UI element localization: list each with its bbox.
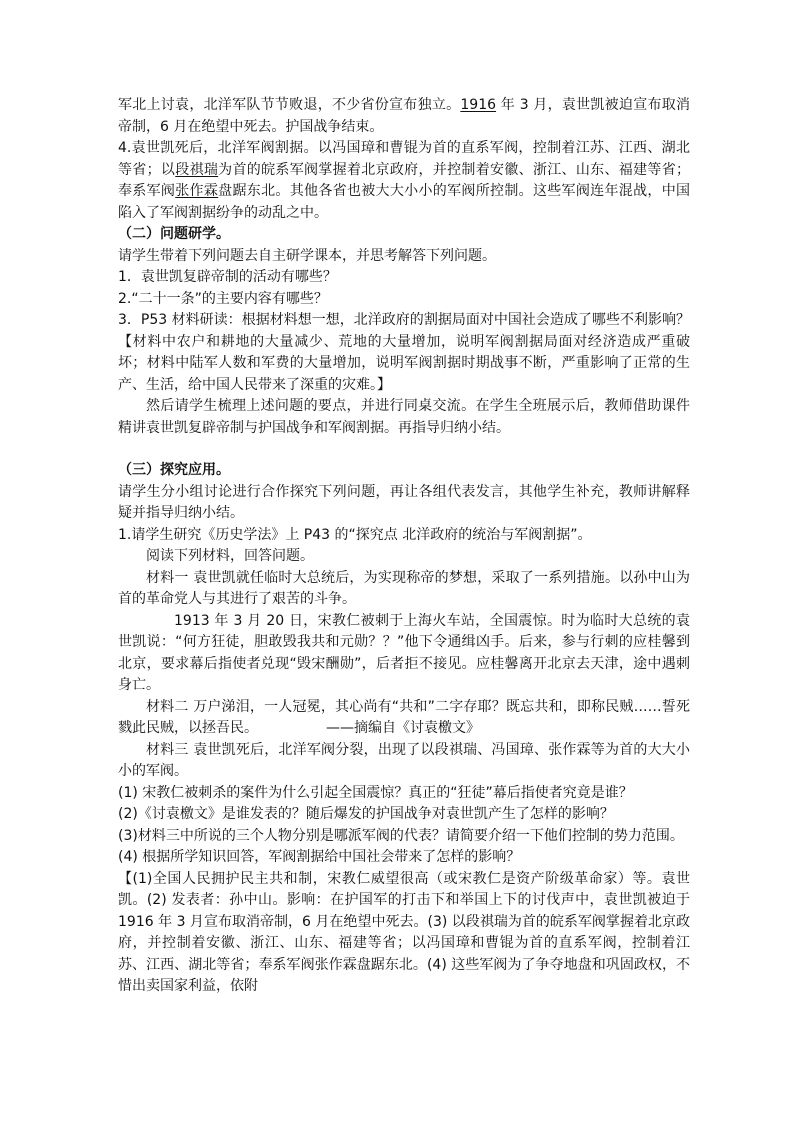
question-1: 1．袁世凯复辟帝制的活动有哪些？ bbox=[118, 269, 337, 285]
text-run: 材料二 万户涕泪，一人冠冕，其心尚有“共和”二字存耶？既忘共和，即称民贼……誓死戮此民贼，以拯吾民。 bbox=[118, 698, 690, 736]
paragraph-group-discussion: 请学生分小组讨论进行合作探究下列问题，再让各组代表发言，其他学生补充，教师讲解释疑并指导归纳小结。 bbox=[118, 483, 690, 521]
text-run: 为首的皖系军阀掌握着北京政府，并控制着安徽、浙江、山东、福建等省；奉系军阀 bbox=[118, 161, 691, 199]
material-three: 材料三 袁世凯死后，北洋军阀分裂，出现了以段祺瑞、冯国璋、张作霖等为首的大大小小的军阀。 bbox=[118, 741, 690, 779]
material-two bbox=[118, 697, 690, 740]
text-run: 盘踞东北。其他各省也被大大小小的军阀所控制。这些军阀连年混战，中国陷入了军阀割据纷争的动乱之中。 bbox=[118, 183, 691, 221]
material-one-detail: 1913 年 3 月 20 日，宋教仁被刺于上海火车站，全国震惊。时为临时大总统的袁世凯说：“何方狂徒，胆敢毁我共和元勋？？”他下令通缉凶手。后来，参与行刺的应桂馨到北京，要求幕后指使者兑现“毁宋酬勋”，后者拒不接见。应桂馨离开北京去天津，途中遇刺身亡。 bbox=[118, 612, 690, 693]
paragraph-warlord-division bbox=[118, 138, 690, 224]
underlined-name-duan: 段祺瑞 bbox=[175, 161, 219, 178]
citation: ——摘编自《讨袁檄文》 bbox=[326, 720, 480, 736]
document-page bbox=[118, 95, 690, 998]
sub-question-3: (3)材料三中所说的三个人物分别是哪派军阀的代表？请简要介绍一下他们控制的势力范围。 bbox=[118, 827, 684, 844]
paragraph-instruction: 请学生带着下列问题去自主研学课本，并思考解答下列问题。 bbox=[118, 247, 496, 264]
question-2: 2.“二十一条”的主要内容有哪些？ bbox=[118, 290, 328, 307]
paragraph-summary: 然后请学生梳理上述问题的要点，并进行同桌交流。在学生全班展示后，教师借助课件精讲袁世凯复辟帝制与护国战争和军阀割据。再指导归纳小结。 bbox=[118, 398, 690, 436]
answer-block: 【(1)全国人民拥护民主共和制，宋教仁威望很高（或宋教仁是资产阶级革命家）等。袁世凯。(2) 发表者：孙中山。影响：在护国军的打击下和举国上下的讨伐声中，袁世凯被迫于 1916 年 3 月宣布取消帝制，6 月在绝望中死去。(3) 以段祺瑞为首的皖系军阀掌握着北京政府，并控制着安徽、浙江、山东、福建等省；以冯国璋和曹锟为首的直系军阀，控制着江苏、江西、湖北等省；奉系军阀张作霖盘踞东北。(4) 这些军阀为了争夺地盘和巩固政权，不惜出卖国家利益，依附 bbox=[118, 870, 690, 994]
material-one: 材料一 袁世凯就任临时大总统后，为实现称帝的梦想，采取了一系列措施。以孙中山为首的革命党人与其进行了艰苦的斗争。 bbox=[118, 569, 690, 607]
section-heading-inquiry: （二）问题研学。 bbox=[118, 226, 230, 242]
underlined-name-zhang: 张作霖 bbox=[175, 183, 219, 199]
text-run: 4.袁世凯死后，北洋军阀割据。以冯国璋和曹锟为首的直系军阀，控制着江苏、江西、湖北等省；以 bbox=[118, 140, 690, 178]
paragraph-huguo-war-end bbox=[118, 95, 690, 138]
reading-instruction: 阅读下列材料，回答问题。 bbox=[146, 548, 314, 564]
task-1: 1.请学生研究《历史学法》上 P43 的“探究点 北洋政府的统治与军阀割据”。 bbox=[118, 526, 592, 543]
sub-question-1: (1) 宋教仁被刺杀的案件为什么引起全国震惊？真正的“狂徒”幕后指使者究竟是谁？ bbox=[118, 784, 633, 801]
blank-line bbox=[118, 439, 690, 460]
sub-question-4: (4) 根据所学知识回答，军阀割据给中国社会带来了怎样的影响？ bbox=[118, 849, 521, 865]
sub-question-2: (2)《讨袁檄文》是谁发表的？随后爆发的护国战争对袁世凯产生了怎样的影响？ bbox=[118, 806, 614, 822]
question-3: 3．P53 材料研读：根据材料想一想，北洋政府的割据局面对中国社会造成了哪些不利影响？【材料中农户和耕地的大量减少、荒地的大量增加，说明军阀割据局面对经济造成严重破坏；材料中陆军人数和军费的大量增加，说明军阀割据时期战事不断，严重影响了正常的生产、生活，给中国人民带来了深重的灾难。】 bbox=[118, 312, 690, 393]
text-run: 军北上讨袁，北洋军队节节败退，不少省份宣布独立。 bbox=[118, 97, 461, 113]
text-run: 年 3 月，袁世凯被迫宣布取消帝制，6 月在绝望中死去。护国战争结束。 bbox=[118, 97, 690, 135]
section-heading-application: （三）探究应用。 bbox=[118, 462, 230, 478]
underlined-year: 1916 bbox=[460, 97, 497, 113]
